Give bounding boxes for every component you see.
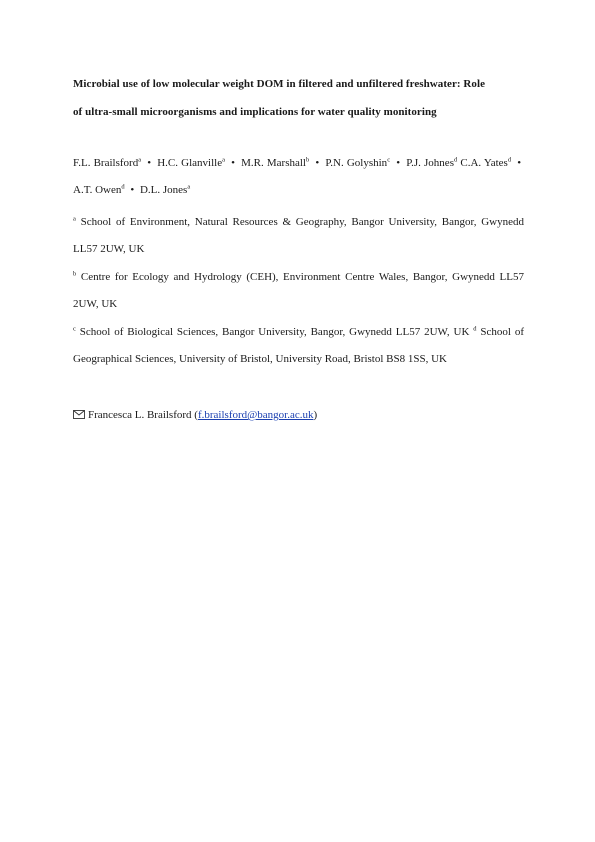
envelope-icon [73, 403, 85, 412]
author-separator: • [130, 184, 135, 196]
affiliation-text: School of Environment, Natural Resources & Geography, Bangor University, Bangor, Gwynedd LL57 2UW, UK [73, 216, 524, 255]
corresponding-author [73, 402, 524, 429]
author-name: C.A. Yates [460, 157, 508, 169]
author-separator: • [517, 157, 522, 169]
contact-name: Francesca L. Brailsford [88, 409, 192, 421]
author-affiliation-mark: d [121, 183, 125, 191]
author-affiliation-mark: a [138, 156, 142, 164]
email-link[interactable]: f.brailsford@bangor.ac.uk [197, 409, 314, 421]
author-affiliation-mark: a [222, 156, 225, 164]
author-separator: • [231, 157, 235, 169]
author-affiliation-mark: a [187, 183, 191, 191]
affiliation-mark: b [73, 270, 77, 278]
author-separator: • [147, 157, 152, 169]
paper-title [73, 70, 525, 126]
author-affiliation-mark: c [387, 156, 391, 164]
affiliation-c-d [73, 319, 524, 373]
affiliation-mark: c [73, 325, 76, 333]
affiliation-text: School of Biological Sciences, Bangor University, Bangor, Gwynedd LL57 2UW, UK [79, 326, 470, 338]
close-paren: ) [313, 409, 318, 421]
author-separator: • [315, 157, 320, 169]
author-name: A.T. Owen [73, 184, 122, 196]
affiliation-mark: a [73, 215, 76, 223]
affiliation-text: School of Geographical Sciences, University of Bristol, University Road, Bristol BS8 1SS, UK [73, 326, 525, 365]
author-affiliation-mark: d [453, 156, 458, 164]
affiliation-text: Centre for Ecology and Hydrology (CEH), Environment Centre Wales, Bangor, Gwynedd LL57 2UW, UK [73, 271, 524, 310]
open-paren: ( [194, 409, 198, 421]
author-name: H.C. Glanville [157, 157, 223, 169]
affiliation-a [73, 209, 524, 263]
author-affiliation-mark: b [305, 156, 310, 164]
author-name: M.R. Marshall [241, 157, 306, 169]
title-line-2: of ultra-small microorganisms and implications for water quality monitoring [73, 106, 437, 118]
affiliation-mark: d [473, 325, 477, 333]
affiliation-b [73, 264, 524, 318]
author-name: P.N. Golyshin [325, 157, 388, 169]
author-separator: • [396, 157, 401, 169]
author-affiliation-mark: d [507, 156, 512, 164]
author-name: P.J. Johnes [406, 157, 454, 169]
author-name: D.L. Jones [139, 184, 188, 196]
author-list [73, 150, 524, 204]
title-line-1: Microbial use of low molecular weight DOM in filtered and unfiltered freshwater: Role [73, 78, 486, 90]
author-name: F.L. Brailsford [73, 157, 139, 169]
